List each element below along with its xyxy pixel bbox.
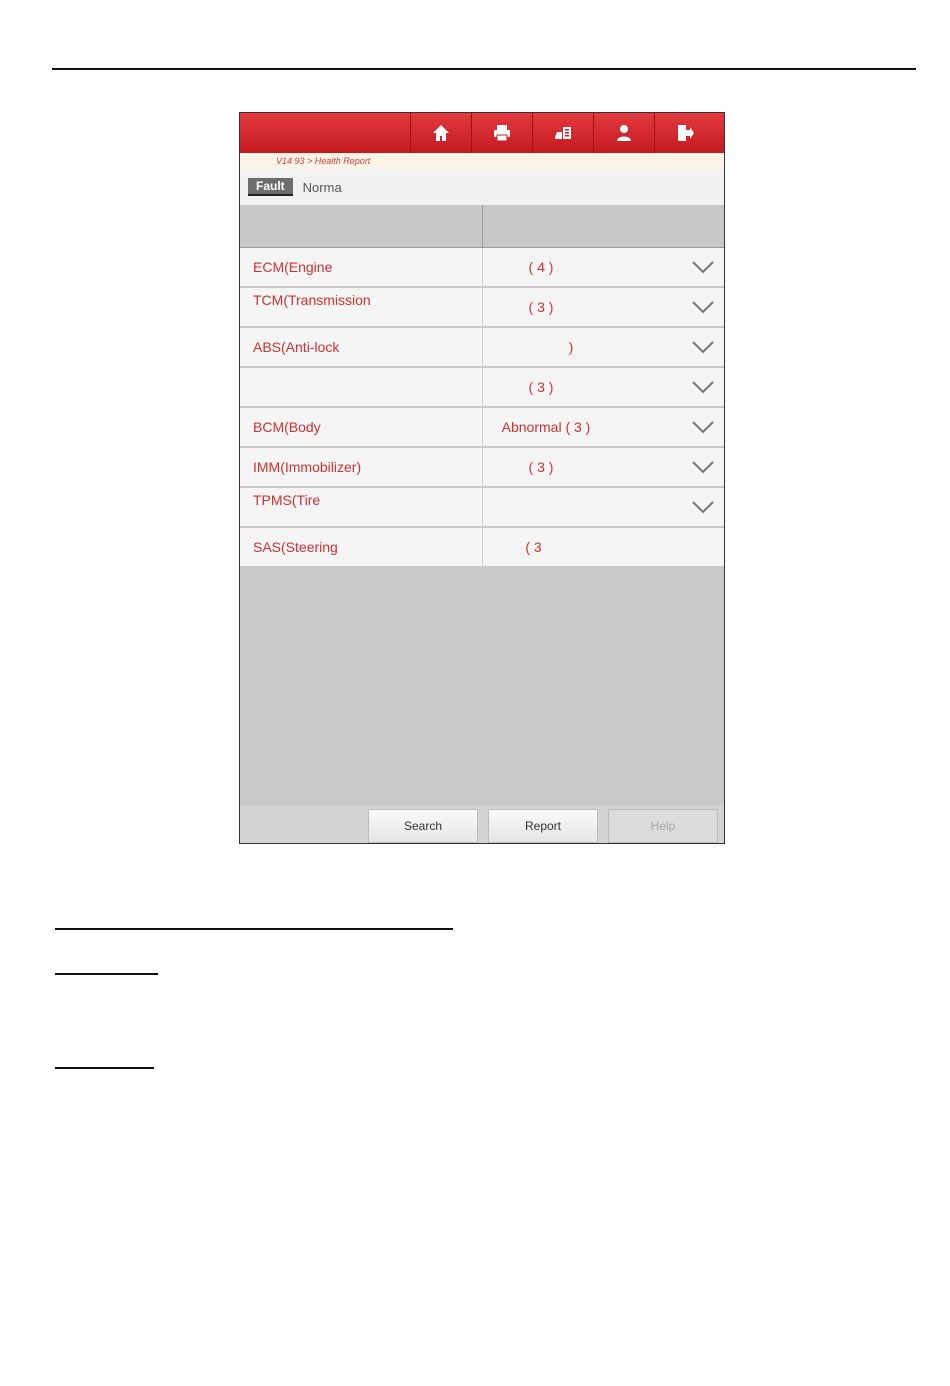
- system-name: SAS(Steering: [253, 539, 338, 555]
- section-rule: [55, 928, 453, 930]
- report-button[interactable]: Report: [488, 809, 598, 843]
- app-screen: [239, 112, 725, 844]
- column-divider: [482, 205, 483, 247]
- help-button[interactable]: Help: [608, 809, 718, 843]
- system-status: ( 3 ): [528, 459, 554, 475]
- tab-fault[interactable]: Fault: [248, 178, 293, 196]
- column-divider: [482, 408, 483, 446]
- chevron-down-icon[interactable]: [692, 500, 714, 514]
- table-row[interactable]: [240, 368, 724, 408]
- system-status: ( 3: [525, 539, 542, 555]
- chevron-down-icon[interactable]: [692, 460, 714, 474]
- column-divider: [482, 488, 483, 526]
- section-rule: [55, 1067, 154, 1069]
- system-name: ECM(Engine: [253, 259, 333, 275]
- column-divider: [482, 528, 483, 566]
- system-name: IMM(Immobilizer): [253, 459, 362, 475]
- table-row[interactable]: [240, 288, 724, 328]
- column-divider: [482, 328, 483, 366]
- print-button[interactable]: [471, 113, 532, 153]
- home-icon: [431, 123, 451, 143]
- breadcrumb[interactable]: V14 93 > Health Report: [240, 153, 724, 169]
- system-status: ( 3 ): [528, 379, 554, 395]
- table-row[interactable]: [240, 528, 724, 568]
- system-status: Abnormal ( 3 ): [501, 419, 591, 435]
- system-status: ): [568, 339, 574, 355]
- page-top-rule: [52, 68, 916, 70]
- table-row[interactable]: [240, 328, 724, 368]
- chevron-down-icon[interactable]: [692, 420, 714, 434]
- bottom-toolbar: [240, 805, 724, 843]
- brand-area: [240, 113, 410, 153]
- table-header: [240, 205, 724, 248]
- section-rule: [55, 973, 158, 975]
- system-name: TPMS(Tire: [253, 492, 321, 508]
- tab-bar: [240, 169, 724, 205]
- chevron-down-icon[interactable]: [692, 300, 714, 314]
- chevron-down-icon[interactable]: [692, 260, 714, 274]
- column-divider: [482, 448, 483, 486]
- vehicle-button[interactable]: [532, 113, 593, 153]
- table-row[interactable]: [240, 408, 724, 448]
- table-row[interactable]: [240, 248, 724, 288]
- column-divider: [482, 248, 483, 286]
- column-divider: [482, 288, 483, 326]
- system-status: ( 4 ): [528, 259, 554, 275]
- chevron-down-icon[interactable]: [692, 340, 714, 354]
- exit-icon: [675, 123, 695, 143]
- table-row[interactable]: [240, 448, 724, 488]
- system-status: ( 3 ): [528, 299, 554, 315]
- home-button[interactable]: [410, 113, 471, 153]
- system-name: TCM(Transmission: [253, 292, 371, 308]
- user-button[interactable]: [593, 113, 654, 153]
- system-name: ABS(Anti-lock: [253, 339, 340, 355]
- user-icon: [614, 123, 634, 143]
- system-name: BCM(Body: [253, 419, 321, 435]
- vehicle-icon: [553, 123, 573, 143]
- tab-normal[interactable]: Norma: [302, 179, 342, 195]
- title-bar: [240, 113, 724, 153]
- chevron-down-icon[interactable]: [692, 380, 714, 394]
- system-list: [240, 248, 724, 568]
- table-row[interactable]: [240, 488, 724, 528]
- exit-button[interactable]: [654, 113, 715, 153]
- search-button[interactable]: Search: [368, 809, 478, 843]
- print-icon: [492, 123, 512, 143]
- column-divider: [482, 368, 483, 406]
